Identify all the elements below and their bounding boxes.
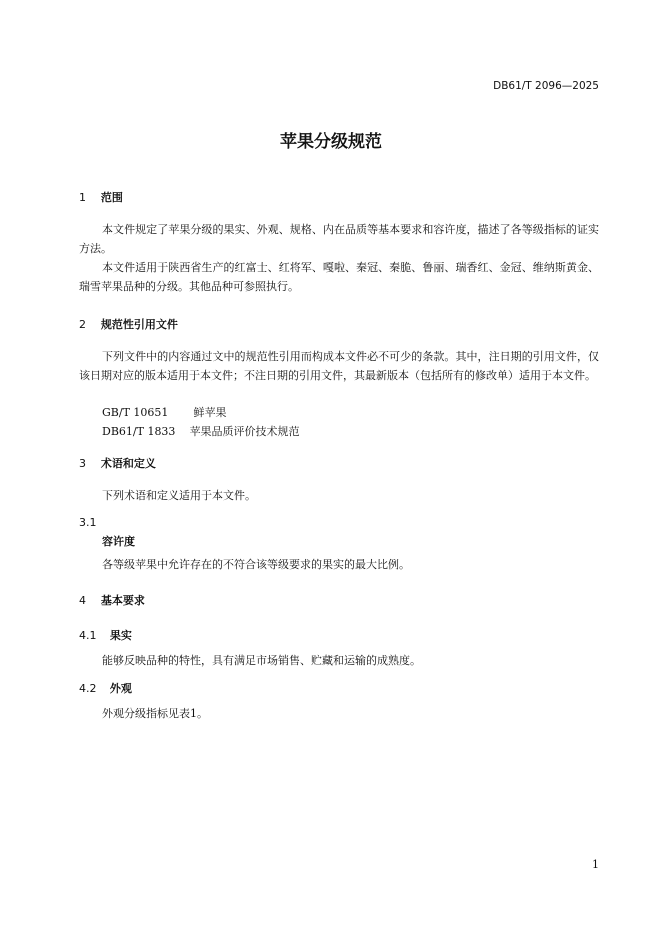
page-number: 1 bbox=[592, 858, 599, 871]
term-definition: 各等级苹果中允许存在的不符合该等级要求的果实的最大比例。 bbox=[102, 558, 410, 571]
section-1-heading bbox=[79, 189, 123, 205]
section-4-title: 基本要求 bbox=[100, 594, 145, 607]
scope-paragraph-2: 本文件适用于陕西省生产的红富士、红将军、嘎啦、秦冠、秦脆、鲁丽、瑞香红、金冠、维纳斯黄金、瑞雪苹果品种的分级。其他品种可参照执行。 bbox=[79, 261, 599, 293]
subsection-4-1-number: 4.1 bbox=[79, 629, 97, 642]
section-2-heading bbox=[79, 316, 178, 332]
section-3-title: 术语和定义 bbox=[100, 457, 156, 470]
reference-code: DB61/T 1833 bbox=[102, 425, 176, 438]
term-number: 3.1 bbox=[79, 516, 97, 529]
subsection-4-2-title: 外观 bbox=[109, 682, 132, 695]
document-title: 苹果分级规范 bbox=[280, 132, 382, 152]
term-name: 容许度 bbox=[102, 535, 135, 548]
subsection-4-2-heading bbox=[79, 680, 132, 696]
standard-number: DB61/T 2096—2025 bbox=[493, 80, 599, 92]
scope-paragraph-1: 本文件规定了苹果分级的果实、外观、规格、内在品质等基本要求和容许度，描述了各等级指标的证实方法。 bbox=[79, 223, 599, 255]
reference-item bbox=[102, 423, 300, 439]
section-2-title: 规范性引用文件 bbox=[100, 318, 178, 331]
section-1-title: 范围 bbox=[100, 191, 123, 204]
section-3-number: 3 bbox=[79, 457, 86, 470]
subsection-4-1-title: 果实 bbox=[109, 629, 132, 642]
section-1-number: 1 bbox=[79, 191, 86, 204]
section-3-heading bbox=[79, 455, 156, 471]
reference-name: 鲜苹果 bbox=[193, 406, 227, 419]
section-4-number: 4 bbox=[79, 594, 86, 607]
reference-name: 苹果品质评价技术规范 bbox=[189, 425, 300, 438]
subsection-4-1-heading bbox=[79, 627, 132, 643]
reference-code: GB/T 10651 bbox=[102, 406, 169, 419]
references-paragraph: 下列文件中的内容通过文中的规范性引用而构成本文件必不可少的条款。其中，注日期的引用文件，仅该日期对应的版本适用于本文件；不注日期的引用文件，其最新版本（包括所有的修改单）适用于本文件。 bbox=[79, 350, 599, 382]
fruit-paragraph: 能够反映品种的特性，具有满足市场销售、贮藏和运输的成熟度。 bbox=[102, 654, 421, 667]
appearance-paragraph: 外观分级指标见表1。 bbox=[102, 707, 208, 720]
section-4-heading bbox=[79, 592, 145, 608]
reference-item bbox=[102, 404, 227, 420]
subsection-4-2-number: 4.2 bbox=[79, 682, 97, 695]
section-2-number: 2 bbox=[79, 318, 86, 331]
terms-paragraph: 下列术语和定义适用于本文件。 bbox=[102, 489, 256, 502]
